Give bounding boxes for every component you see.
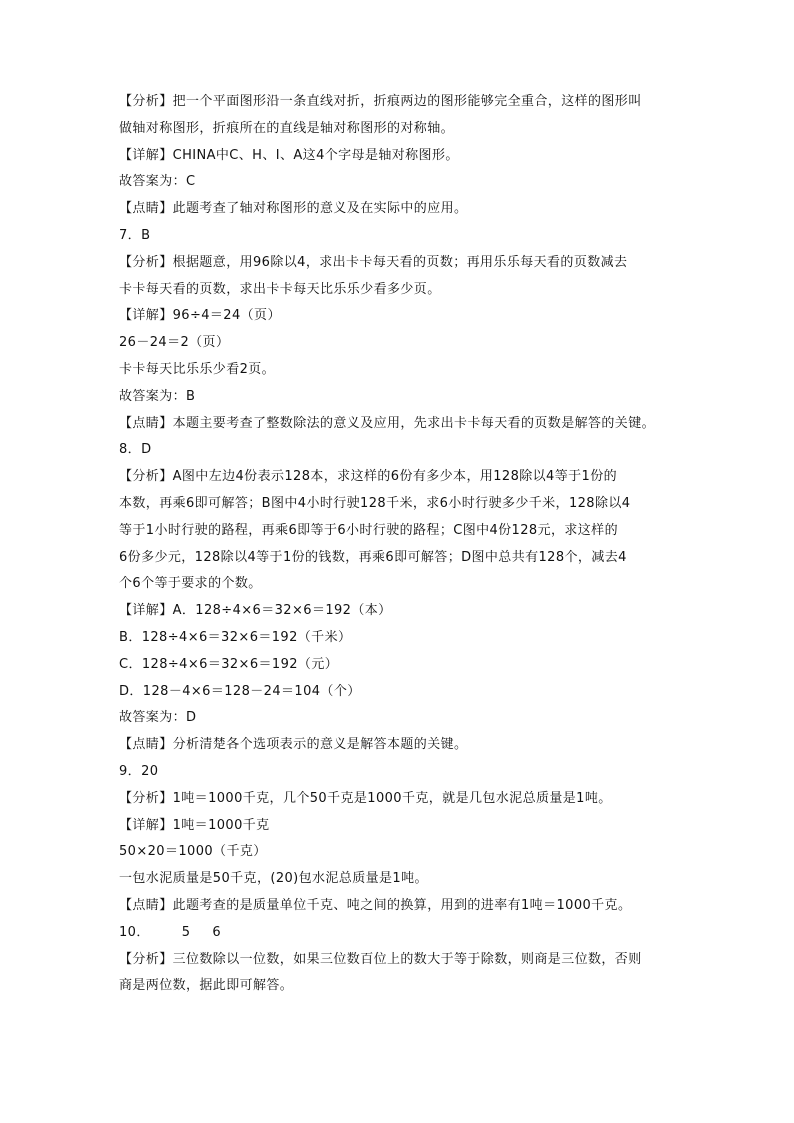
text-line: 做轴对称图形，折痕所在的直线是轴对称图形的对称轴。 xyxy=(119,120,455,136)
text-line: 【分析】A图中左边4份表示128本，求这样的6份有多少本，用128除以4等于1份的 xyxy=(119,469,618,485)
text-line: 故答案为：C xyxy=(119,174,196,190)
text-line: 26－24＝2（页） xyxy=(119,335,230,351)
text-line: 【点睛】此题考查的是质量单位千克、吨之间的换算，用到的进率有1吨＝1000千克。 xyxy=(119,897,632,913)
text-line: 【详解】CHINA中C、H、I、A这4个字母是轴对称图形。 xyxy=(119,147,459,163)
text-line: 【详解】1吨＝1000千克 xyxy=(119,817,270,833)
text-line: 50×20＝1000（千克） xyxy=(119,844,267,860)
question-number-10 xyxy=(119,920,689,947)
text-line: 卡卡每天比乐乐少看2页。 xyxy=(119,361,276,377)
question-number-8: 8．D xyxy=(119,442,152,458)
q10-number: 10． xyxy=(119,924,150,940)
text-line: B．128÷4×6＝32×6＝192（千米） xyxy=(119,629,352,645)
text-line: 个6个等于要求的个数。 xyxy=(119,576,262,592)
text-line: 【分析】1吨＝1000千克，几个50千克是1000千克，就是几包水泥总质量是1吨。 xyxy=(119,790,612,806)
text-line: 【详解】96÷4＝24（页） xyxy=(119,308,281,324)
text-line: 【点睛】分析清楚各个选项表示的意义是解答本题的关键。 xyxy=(119,737,468,753)
text-line: 本数，再乘6即可解答；B图中4小时行驶128千米，求6小时行驶多少千米，128除以4 xyxy=(119,495,631,511)
answer-explanation-text xyxy=(119,89,689,1000)
q10-answer-1: 5 xyxy=(181,924,191,940)
question-number-9: 9．20 xyxy=(119,763,159,779)
question-number-7: 7．B xyxy=(119,227,151,243)
text-line: 等于1小时行驶的路程，再乘6即等于6小时行驶的路程；C图中4份128元，求这样的 xyxy=(119,522,618,538)
text-line: 6份多少元，128除以4等于1份的钱数，再乘6即可解答；D图中总共有128个，减去4 xyxy=(119,549,627,565)
q10-answer-2: 6 xyxy=(212,924,222,940)
text-line: 故答案为：B xyxy=(119,388,196,404)
text-line: 卡卡每天看的页数，求出卡卡每天比乐乐少看多少页。 xyxy=(119,281,441,297)
text-line: 【分析】三位数除以一位数，如果三位数百位上的数大于等于除数，则商是三位数，否则 xyxy=(119,951,642,967)
text-line: 【分析】把一个平面图形沿一条直线对折，折痕两边的图形能够完全重合，这样的图形叫 xyxy=(119,94,642,109)
text-line: 商是两位数，据此即可解答。 xyxy=(119,978,294,994)
text-line: 一包水泥质量是50千克，(20)包水泥总质量是1吨。 xyxy=(119,871,428,887)
text-line: 【分析】根据题意，用96除以4，求出卡卡每天看的页数；再用乐乐每天看的页数减去 xyxy=(119,254,628,270)
text-line: D．128－4×6＝128－24＝104（个） xyxy=(119,683,361,699)
text-line: 【点睛】本题主要考查了整数除法的意义及应用，先求出卡卡每天看的页数是解答的关键。 xyxy=(119,415,656,431)
text-line: C．128÷4×6＝32×6＝192（元） xyxy=(119,656,339,672)
text-line: 【详解】A．128÷4×6＝32×6＝192（本） xyxy=(119,603,392,619)
text-line: 【点睛】此题考查了轴对称图形的意义及在实际中的应用。 xyxy=(119,201,468,217)
text-line: 故答案为：D xyxy=(119,710,197,726)
